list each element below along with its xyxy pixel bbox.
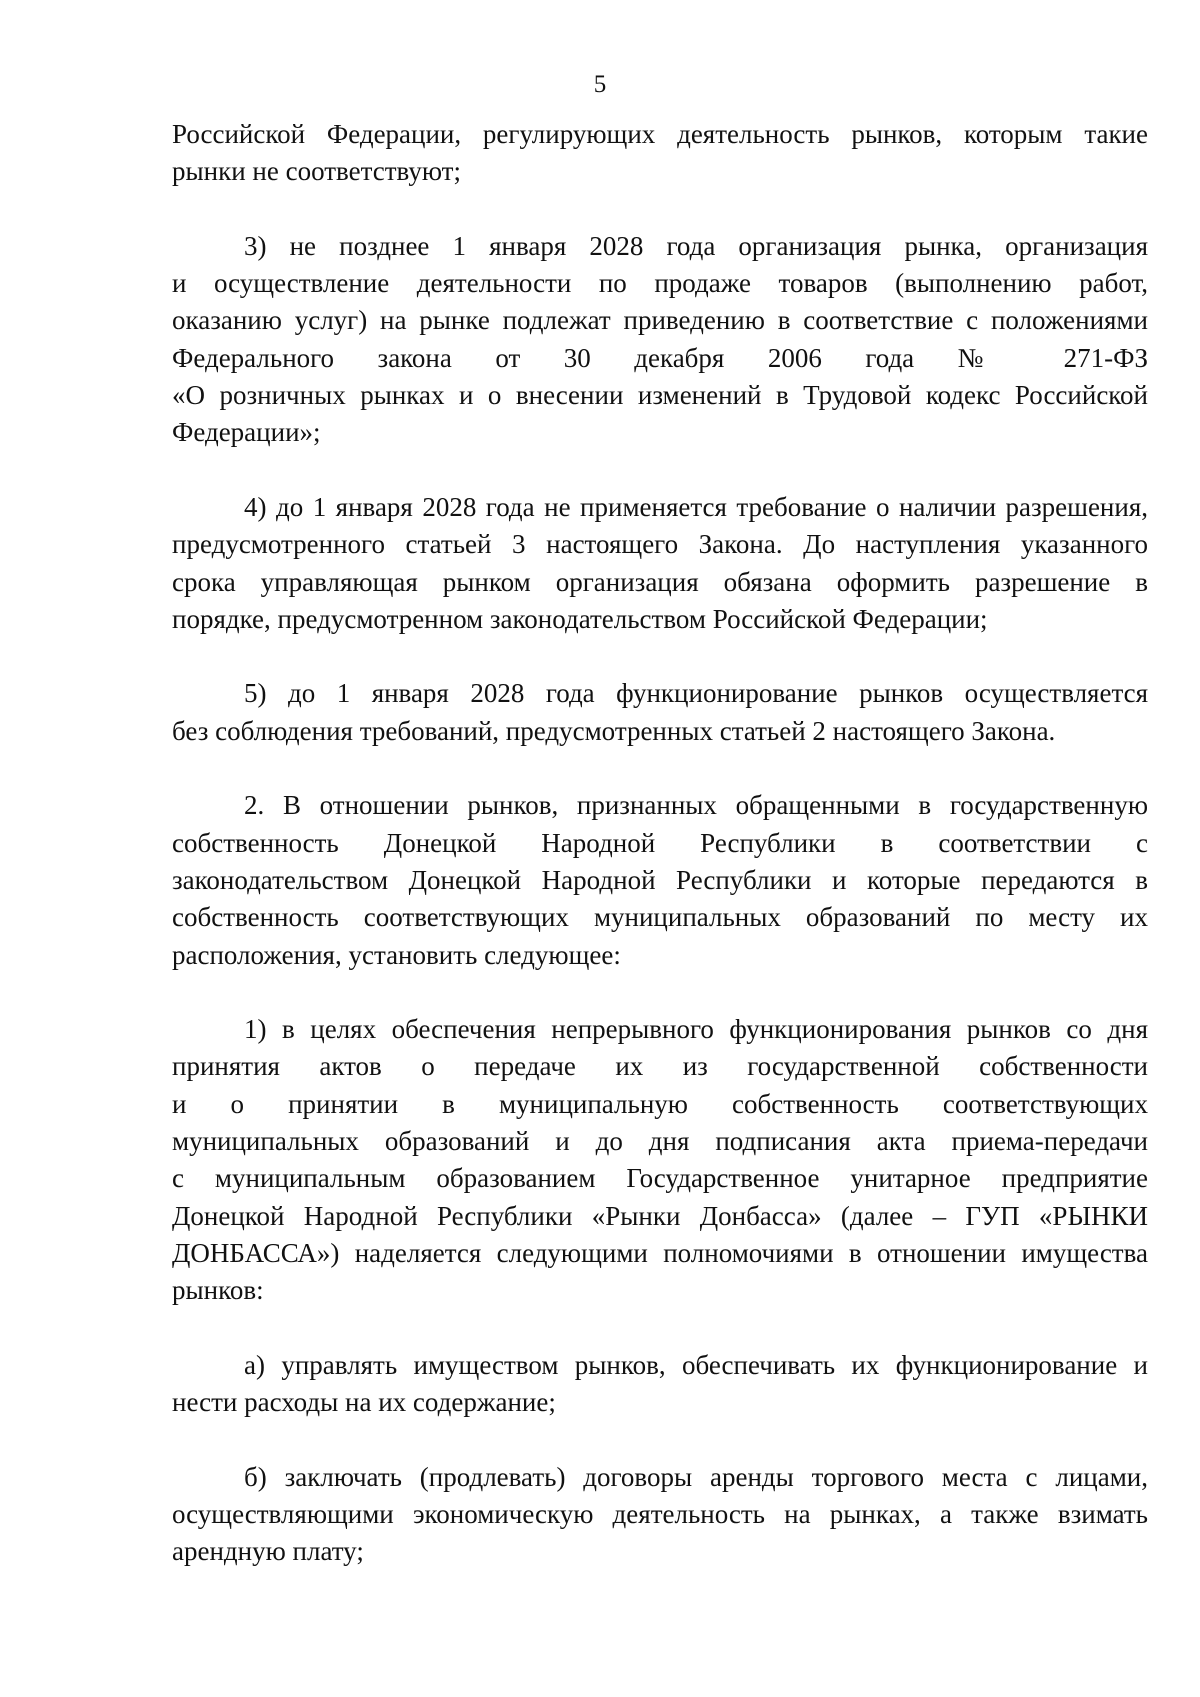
text-line: муниципальных образований и до дня подписания акта приема-передачи (172, 1126, 1148, 1157)
text-line: б) заключать (продлевать) договоры аренды торгового места с лицами, (244, 1461, 1148, 1492)
text-line: собственность Донецкой Народной Республики в соответствии с (172, 827, 1148, 858)
text-line: Донецкой Народной Республики «Рынки Донбасса» (далее – ГУП «РЫНКИ (172, 1200, 1148, 1231)
text-line: законодательством Донецкой Народной Республики и которые передаются в (172, 864, 1148, 895)
paragraph-item-4 (172, 489, 1148, 638)
text-line: 5) до 1 января 2028 года функционирование рынков осуществляется (244, 678, 1148, 709)
text-line: принятия актов о передаче их из государственной собственности (172, 1051, 1148, 1082)
paragraph-continuation (172, 116, 1148, 191)
text-line: Федерального закона от 30 декабря 2006 года № 271-ФЗ (172, 342, 1148, 373)
paragraph-item-5 (172, 675, 1148, 750)
text-line: нести расходы на их содержание; (172, 1387, 556, 1418)
text-line: рынков: (172, 1275, 264, 1306)
document-body (172, 116, 1148, 1571)
paragraph-section-2 (172, 787, 1148, 973)
text-line: расположения, установить следующее: (172, 939, 621, 970)
page-number: 5 (593, 71, 607, 98)
text-line: собственность соответствующих муниципальных образований по месту их (172, 902, 1148, 933)
text-line: срока управляющая рынком организация обязана оформить разрешение в (172, 566, 1148, 597)
text-line: и осуществление деятельности по продаже товаров (выполнению работ, (172, 268, 1148, 299)
text-line: предусмотренного статьей 3 настоящего Закона. До наступления указанного (172, 529, 1148, 560)
text-line: 4) до 1 января 2028 года не применяется требование о наличии разрешения, (244, 491, 1148, 522)
text-line: порядке, предусмотренном законодательством Российской Федерации; (172, 603, 988, 634)
text-line: Федерации»; (172, 417, 321, 448)
paragraph-item-1 (172, 1011, 1148, 1309)
text-line: Российской Федерации, регулирующих деятельность рынков, которым такие (172, 119, 1148, 149)
text-line: осуществляющими экономическую деятельность на рынках, а также взимать (172, 1498, 1148, 1529)
paragraph-item-a (172, 1347, 1148, 1422)
text-line: 2. В отношении рынков, признанных обращенными в государственную (244, 790, 1148, 821)
text-line: без соблюдения требований, предусмотренных статьей 2 настоящего Закона. (172, 715, 1056, 746)
text-line: и о принятии в муниципальную собственность соответствующих (172, 1088, 1148, 1119)
paragraph-item-3 (172, 228, 1148, 452)
text-line: с муниципальным образованием Государственное унитарное предприятие (172, 1163, 1148, 1194)
text-line: арендную плату; (172, 1536, 364, 1567)
text-line: 1) в целях обеспечения непрерывного функционирования рынков со дня (244, 1014, 1148, 1045)
text-line: «О розничных рынках и о внесении изменений в Трудовой кодекс Российской (172, 380, 1148, 411)
text-line: ДОНБАССА») наделяется следующими полномочиями в отношении имущества (172, 1237, 1148, 1268)
text-line: а) управлять имуществом рынков, обеспечивать их функционирование и (244, 1349, 1148, 1380)
text-line: рынки не соответствуют; (172, 156, 461, 187)
text-line: оказанию услуг) на рынке подлежат приведению в соответствие с положениями (172, 305, 1148, 336)
text-line: 3) не позднее 1 января 2028 года организация рынка, организация (244, 230, 1148, 261)
paragraph-item-b (172, 1459, 1148, 1571)
